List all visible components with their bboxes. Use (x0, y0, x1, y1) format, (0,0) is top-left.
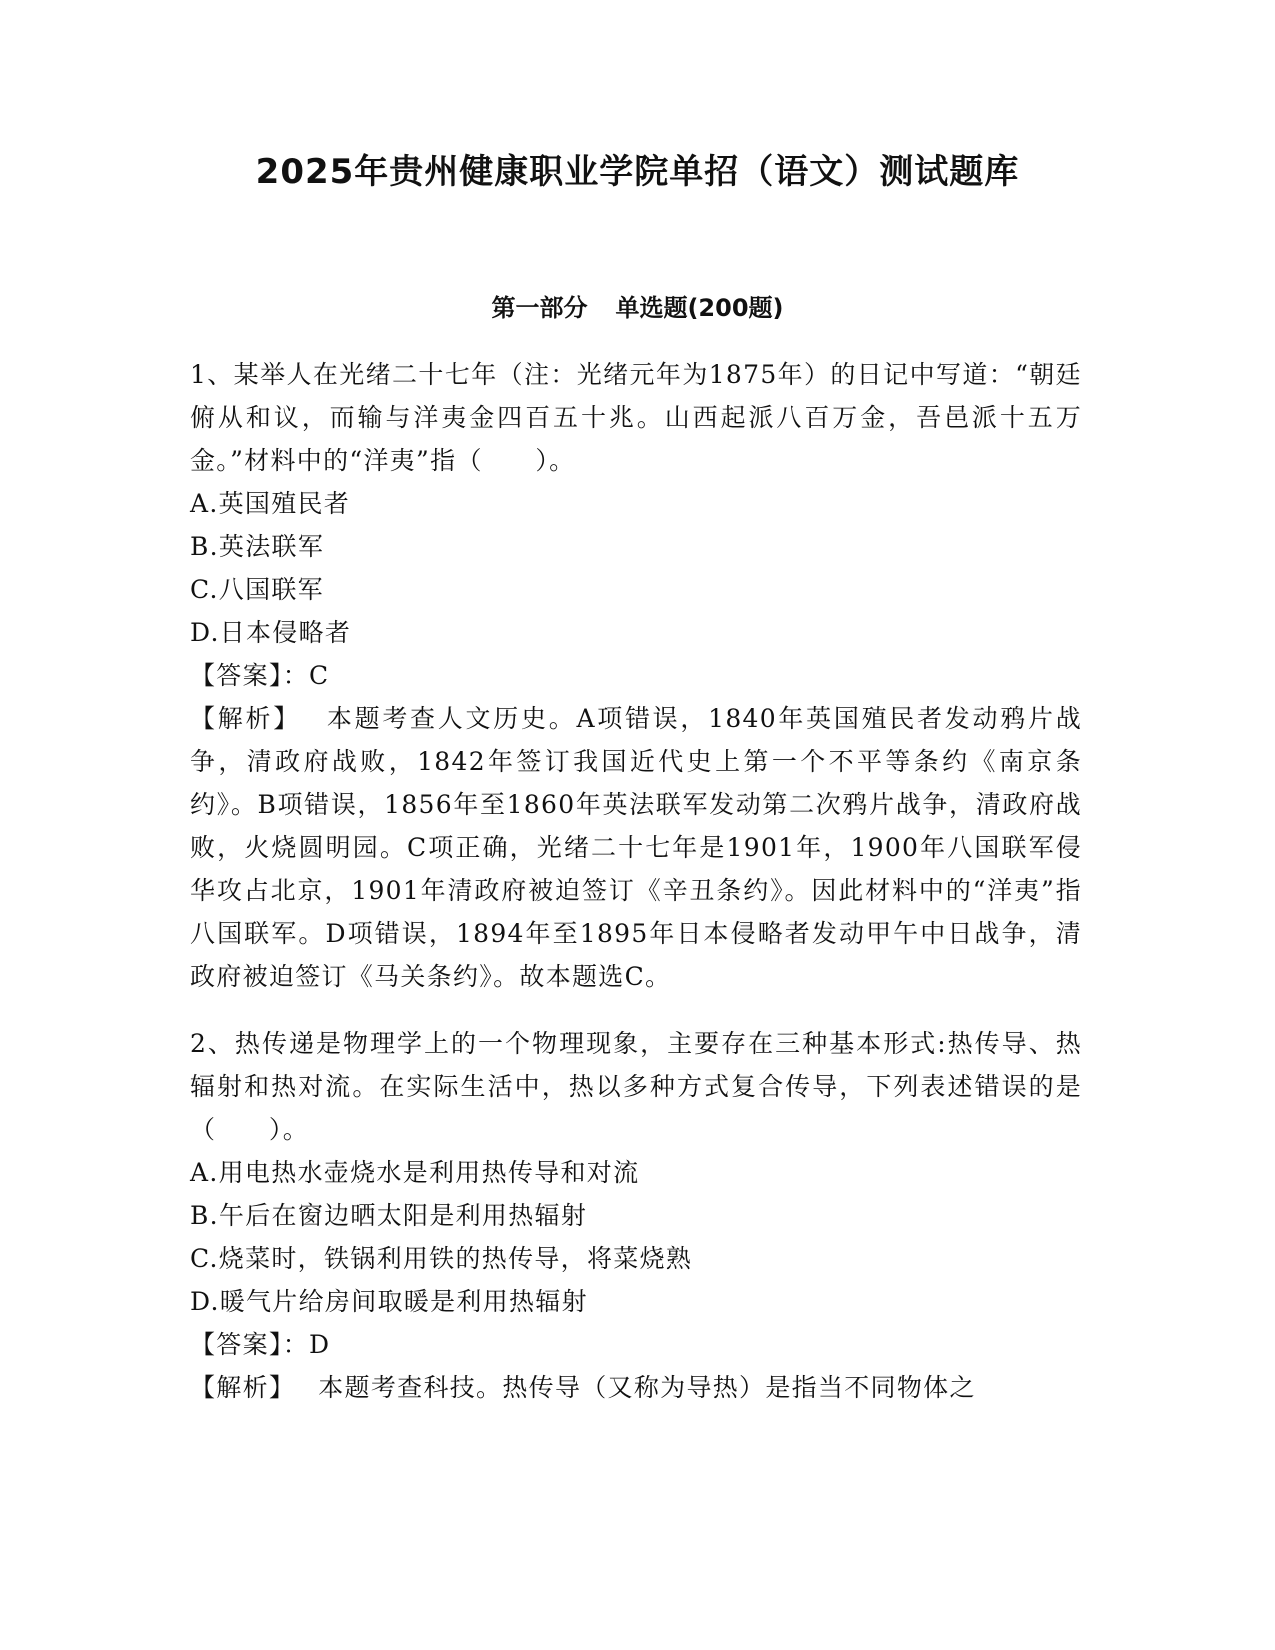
option-d: D.暖气片给房间取暖是利用热辐射 (190, 1287, 588, 1316)
option-a: A.用电热水壶烧水是利用热传导和对流 (190, 1158, 640, 1187)
question-stem: 2、热传递是物理学上的一个物理现象，主要存在三种基本形式:热传导、热辐射和热对流。在实际生活中，热以多种方式复合传导，下列表述错误的是（ ）。 (190, 1029, 1082, 1144)
question-item (190, 353, 1082, 998)
analysis-block (190, 1366, 1082, 1409)
question-stem: 1、某举人在光绪二十七年（注：光绪元年为1875年）的日记中写道：“朝廷俯从和议，而输与洋夷金四百五十兆。山西起派八百万金，吾邑派十五万金。”材料中的“洋夷”指（ ）。 (190, 360, 1082, 475)
document-title: 2025年贵州健康职业学院单招（语文）测试题库 (255, 152, 1020, 192)
question-item (190, 1022, 1082, 1409)
section-part: 第一部分 (491, 294, 588, 322)
section-name: 单选题(200题) (615, 294, 784, 322)
answer-label: 【答案】： (190, 661, 310, 690)
analysis-block (190, 697, 1082, 998)
question-list (190, 353, 1082, 1409)
option-c: C.烧菜时，铁锅利用铁的热传导，将菜烧熟 (190, 1244, 693, 1273)
analysis-label: 【解析】 (190, 1373, 283, 1402)
option-b: B.英法联军 (190, 532, 325, 561)
answer-line (190, 1323, 1082, 1366)
analysis-text: 本题考查科技。热传导（又称为导热）是指当不同物体之 (318, 1373, 976, 1402)
option-d: D.日本侵略者 (190, 618, 352, 647)
option-b: B.午后在窗边晒太阳是利用热辐射 (190, 1201, 588, 1230)
section-heading (0, 292, 1275, 324)
answer-value: C (309, 661, 330, 690)
answer-line (190, 654, 1082, 697)
option-c: C.八国联军 (190, 575, 324, 604)
answer-label: 【答案】： (190, 1330, 310, 1359)
answer-value: D (309, 1330, 331, 1359)
option-a: A.英国殖民者 (190, 489, 351, 518)
analysis-text: 本题考查人文历史。A项错误，1840年英国殖民者发动鸦片战争，清政府战败，1842年签订我国近代史上第一个不平等条约《南京条约》。B项错误，1856年至1860年英法联军发动第二次鸦片战争，清政府战败，火烧圆明园。C项正确，光绪二十七年是1901年，1900年八国联军侵华攻占北京，1901年清政府被迫签订《辛丑条约》。因此材料中的“洋夷”指八国联军。D项错误，1894年至1895年日本侵略者发动甲午中日战争，清政府被迫签订《马关条约》。故本题选C。 (190, 704, 1083, 991)
analysis-label: 【解析】 (190, 704, 289, 733)
